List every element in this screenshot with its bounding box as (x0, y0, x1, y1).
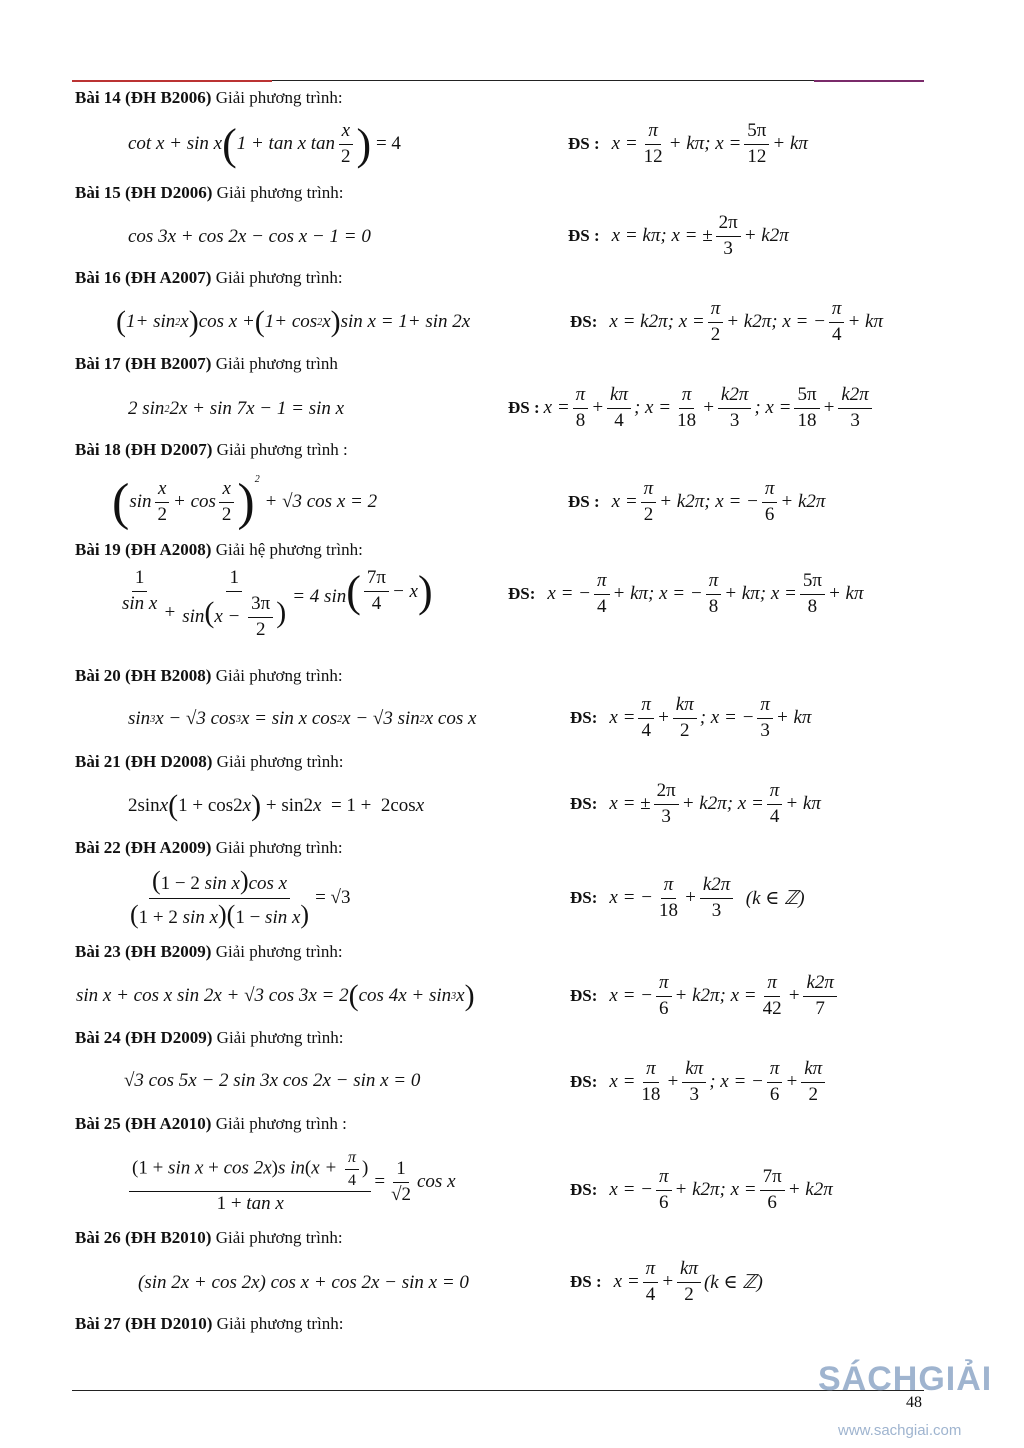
problem-17-heading: Bài 17 (ĐH B2007) Giải phương trình (75, 354, 338, 373)
problem-21-answer: ĐS: x = ± $\frac{2\pi}{3}$ + k2π; x = $\frac{\pi}{4}$ + kπ (570, 779, 821, 827)
problem-19-heading: Bài 19 (ĐH A2008) Giải hệ phương trình: (75, 540, 363, 559)
problem-22-equation: $\frac{\text{(1 − 2 sin x)cos x}}{\text{(1 + 2 sin x)(1 − sin x)}}$ = √3 (130, 865, 351, 929)
problem-25-equation: (1 + sin x + cos 2x)s in(x + $\frac{\pi}{4}$ ) 1 + tan x = $\frac{1}{√2}$ cos x (126, 1140, 456, 1224)
bottom-rule (72, 1390, 924, 1391)
problem-18-heading: Bài 18 (ĐH D2007) Giải phương trình : (75, 440, 348, 459)
problem-22-heading: Bài 22 (ĐH A2009) Giải phương trình: (75, 838, 343, 857)
top-rule (72, 80, 924, 81)
problem-20-equation: sin 3 x − √3 cos 3 x = sin x cos 2 x − √3 sin 2 x cos x (128, 708, 477, 729)
problem-19-answer: ĐS: x = − $\frac{\pi}{4}$ + kπ; x = − $\frac{\pi}{8}$ + kπ; x = $\frac{5\pi}{8}$ + kπ (508, 569, 864, 617)
problem-20-heading: Bài 20 (ĐH B2008) Giải phương trình: (75, 666, 343, 685)
problem-15-equation: cos 3x + cos 2x − cos x − 1 = 0 (128, 226, 371, 247)
problem-18-answer: ĐS : x = $\frac{\pi}{2}$ + k2π; x = − $\frac{\pi}{6}$ + k2π (568, 477, 826, 525)
problem-26-equation: (sin 2x + cos 2x) cos x + cos 2x − sin x = 0 (138, 1272, 469, 1293)
problem-23-equation: sin x + cos x sin 2x + √3 cos 3x = 2 ( cos 4x + sin 3 x ) (76, 979, 475, 1012)
problem-16-heading: Bài 16 (ĐH A2007) Giải phương trình: (75, 268, 343, 287)
problem-15-heading: Bài 15 (ĐH D2006) Giải phương trình: (75, 183, 344, 202)
problem-16-answer: ĐS: x = k2π; x = $\frac{\pi}{2}$ + k2π; x = − $\frac{\pi}{4}$ + kπ (570, 297, 883, 345)
problem-20-answer: ĐS: x = $\frac{\pi}{4}$ + $\frac{k\pi}{2}$ ; x = − $\frac{\pi}{3}$ + kπ (570, 693, 812, 741)
problem-18-equation: ( sin $\frac{x}{2}$ + cos $\frac{x}{2}$ ) $^2$ + √3 cos x = 2 (112, 473, 378, 531)
problem-15-answer: ĐS : x = kπ; x = ± $\frac{2\pi}{3}$ + k2π (568, 211, 789, 259)
problem-24-equation: √3 cos 5x − 2 sin 3x cos 2x − sin x = 0 (124, 1070, 421, 1091)
problem-17-equation: 2 sin 2 2x + sin 7x − 1 = sin x (128, 398, 345, 419)
problem-26-heading: Bài 26 (ĐH B2010) Giải phương trình: (75, 1228, 343, 1247)
problem-23-heading: Bài 23 (ĐH B2009) Giải phương trình: (75, 942, 343, 961)
problem-14-answer: ĐS : x = $\frac{\pi}{12}$ + kπ; x = $\frac{5\pi}{12}$ + kπ (568, 119, 808, 167)
problem-27-heading: Bài 27 (ĐH D2010) Giải phương trình: (75, 1314, 344, 1333)
problem-22-answer: ĐS: x = − $\frac{\pi}{18}$ + $\frac{k2\pi}{3}$ (k ∈ ℤ) (570, 873, 805, 921)
problem-16-equation: ( 1+ sin 2 x ) cos x + ( 1+ cos 2 x ) sin x = 1+ sin 2x (116, 305, 471, 338)
problem-24-answer: ĐS: x = $\frac{\pi}{18}$ + $\frac{k\pi}{3}$ ; x = − $\frac{\pi}{6}$ + $\frac{k\pi}{2}$ (570, 1058, 828, 1106)
problem-14-heading: Bài 14 (ĐH B2006) Giải phương trình: (75, 88, 343, 107)
problem-17-answer: ĐS : x = $\frac{\pi}{8}$ + $\frac{k\pi}{4}$ ; x = $\frac{\pi}{18}$ + $\frac{k2\pi}{3}$ ; x = $\frac{5\pi}{18}$ + $\frac{k2\pi}{3}$ (508, 384, 875, 432)
problem-23-answer: ĐS: x = − $\frac{\pi}{6}$ + k2π; x = $\frac{\pi}{42}$ + $\frac{k2\pi}{7}$ (570, 972, 840, 1020)
problem-26-answer: ĐS : x = $\frac{\pi}{4}$ + $\frac{k\pi}{2}$ (k ∈ ℤ) (570, 1257, 763, 1305)
problem-25-answer: ĐS: x = − $\frac{\pi}{6}$ + k2π; x = $\frac{7\pi}{6}$ + k2π (570, 1165, 833, 1213)
watermark-logo: SÁCHGIẢI (818, 1360, 993, 1398)
problem-19-equation: $\frac{1}{\text{sin x}}$ + 1 sin(x − $\frac{3\pi}{2}$ ) = 4 sin ( $\frac{7\pi}{4}$ − x ) (122, 567, 433, 640)
problem-21-equation: 2sin x ( 1 + cos2 x ) + sin2 x = 1 + 2cos x (128, 789, 425, 822)
problem-21-heading: Bài 21 (ĐH D2008) Giải phương trình: (75, 752, 344, 771)
problem-24-heading: Bài 24 (ĐH D2009) Giải phương trình: (75, 1028, 344, 1047)
page-number: 48 (906, 1394, 922, 1411)
problem-25-heading: Bài 25 (ĐH A2010) Giải phương trình : (75, 1114, 347, 1133)
watermark-url: www.sachgiai.com (838, 1422, 962, 1439)
problem-14-equation: cot x + sin x ( 1 + tan x tan $\frac{x}{2}$ ) = 4 (128, 119, 401, 169)
